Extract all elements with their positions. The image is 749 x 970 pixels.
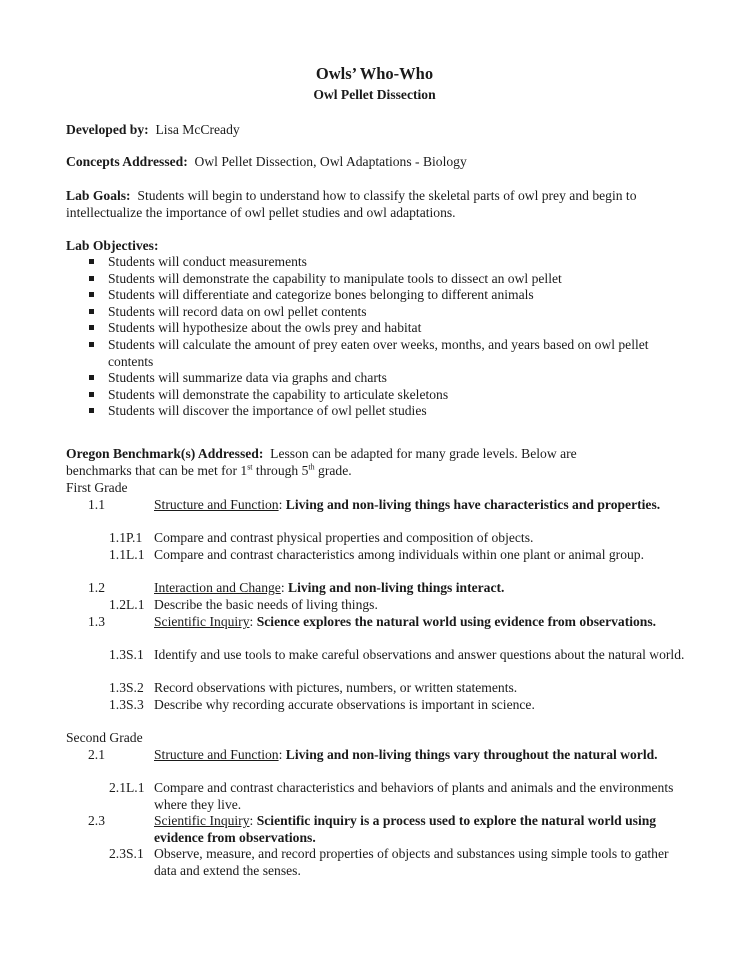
standard-topic: Structure and Function	[154, 497, 279, 512]
benchmarks-intro2: benchmarks that can be met for 1st through 5th grade.	[66, 462, 352, 478]
grade-heading: First Grade	[66, 480, 128, 495]
bullet-icon	[89, 392, 94, 397]
lab-objectives-label: Lab Objectives:	[66, 238, 159, 253]
bullet-icon	[89, 375, 94, 380]
bullet-icon	[89, 325, 94, 330]
list-item: Students will hypothesize about the owls prey and habitat	[66, 320, 686, 337]
bullet-icon	[89, 309, 94, 314]
standard-item: 1.1 Structure and Function: Living and non-living things have characteristics and properties.	[88, 497, 661, 512]
list-item: Students will differentiate and categorize bones belonging to different animals	[66, 287, 686, 304]
list-item: Students will summarize data via graphs and charts	[66, 370, 686, 387]
standard-code: 1.1	[88, 497, 105, 512]
standard-item: 2.1 Structure and Function: Living and non-living things vary throughout the natural world.	[88, 747, 658, 762]
document-subtitle: Owl Pellet Dissection	[313, 87, 436, 102]
sub-standard-item: 1.2L.1 Describe the basic needs of living things.	[109, 597, 378, 612]
standard-item: 1.2 Interaction and Change: Living and non-living things interact.	[88, 580, 505, 595]
developed-by-label: Developed by:	[66, 122, 149, 137]
document-title: Owls’ Who-Who	[315, 64, 434, 83]
sub-standard-item: 1.1L.1 Compare and contrast characteristics among individuals within one plant or animal group.	[109, 547, 644, 562]
lab-goals	[66, 188, 637, 205]
list-item: Students will calculate the amount of prey eaten over weeks, months, and years based on owl pellet contents	[66, 337, 686, 370]
grade-heading: Second Grade	[66, 730, 143, 745]
benchmarks-heading	[66, 446, 577, 463]
bullet-icon	[89, 342, 94, 347]
list-item: Students will record data on owl pellet contents	[66, 304, 686, 321]
concepts-label: Concepts Addressed:	[66, 154, 188, 169]
developed-by	[66, 122, 240, 139]
sub-standard-item: 1.1P.1 Compare and contrast physical properties and composition of objects.	[109, 530, 534, 545]
list-item: Students will discover the importance of owl pellet studies	[66, 403, 686, 420]
lab-goals-line1: Students will begin to understand how to classify the skeletal parts of owl prey and begin to	[137, 188, 637, 203]
list-item: Students will conduct measurements	[66, 254, 686, 271]
lab-goals-label: Lab Goals:	[66, 188, 131, 203]
concepts-addressed	[66, 154, 467, 171]
standard-item: 2.3 Scientific Inquiry: Scientific inquiry is a process used to explore the natural world using evidence from observations.	[88, 813, 657, 845]
lab-objectives-list	[66, 254, 686, 420]
sub-standard-item: 1.3S.2 Record observations with pictures, numbers, or written statements.	[109, 680, 518, 695]
lab-goals-line2: intellectualize the importance of owl pellet studies and owl adaptations.	[66, 205, 456, 220]
benchmarks-intro1: Lesson can be adapted for many grade levels. Below are	[270, 446, 577, 461]
concepts-value: Owl Pellet Dissection, Owl Adaptations - Biology	[194, 154, 467, 169]
bullet-icon	[89, 292, 94, 297]
standard-item: 1.3 Scientific Inquiry: Science explores the natural world using evidence from observations.	[88, 614, 657, 629]
list-item: Students will demonstrate the capability to manipulate tools to dissect an owl pellet	[66, 271, 686, 288]
sub-standard-item: 2.1L.1 Compare and contrast characteristics and behaviors of plants and animals and the environments where they live.	[109, 780, 674, 812]
sub-standard-item: 2.3S.1 Observe, measure, and record properties of objects and substances using simple tools to gather data and extend the senses.	[109, 846, 669, 878]
bullet-icon	[89, 259, 94, 264]
sub-standard-item: 1.3S.3 Describe why recording accurate observations is important in science.	[109, 697, 535, 712]
developed-by-value: Lisa McCready	[155, 122, 240, 137]
bullet-icon	[89, 276, 94, 281]
list-item: Students will demonstrate the capability to articulate skeletons	[66, 387, 686, 404]
standard-statement: Living and non-living things have characteristics and properties.	[285, 497, 661, 512]
sub-standard-item: 1.3S.1 Identify and use tools to make careful observations and answer questions about the natural world.	[109, 647, 685, 662]
benchmarks-label: Oregon Benchmark(s) Addressed:	[66, 446, 264, 461]
bullet-icon	[89, 408, 94, 413]
